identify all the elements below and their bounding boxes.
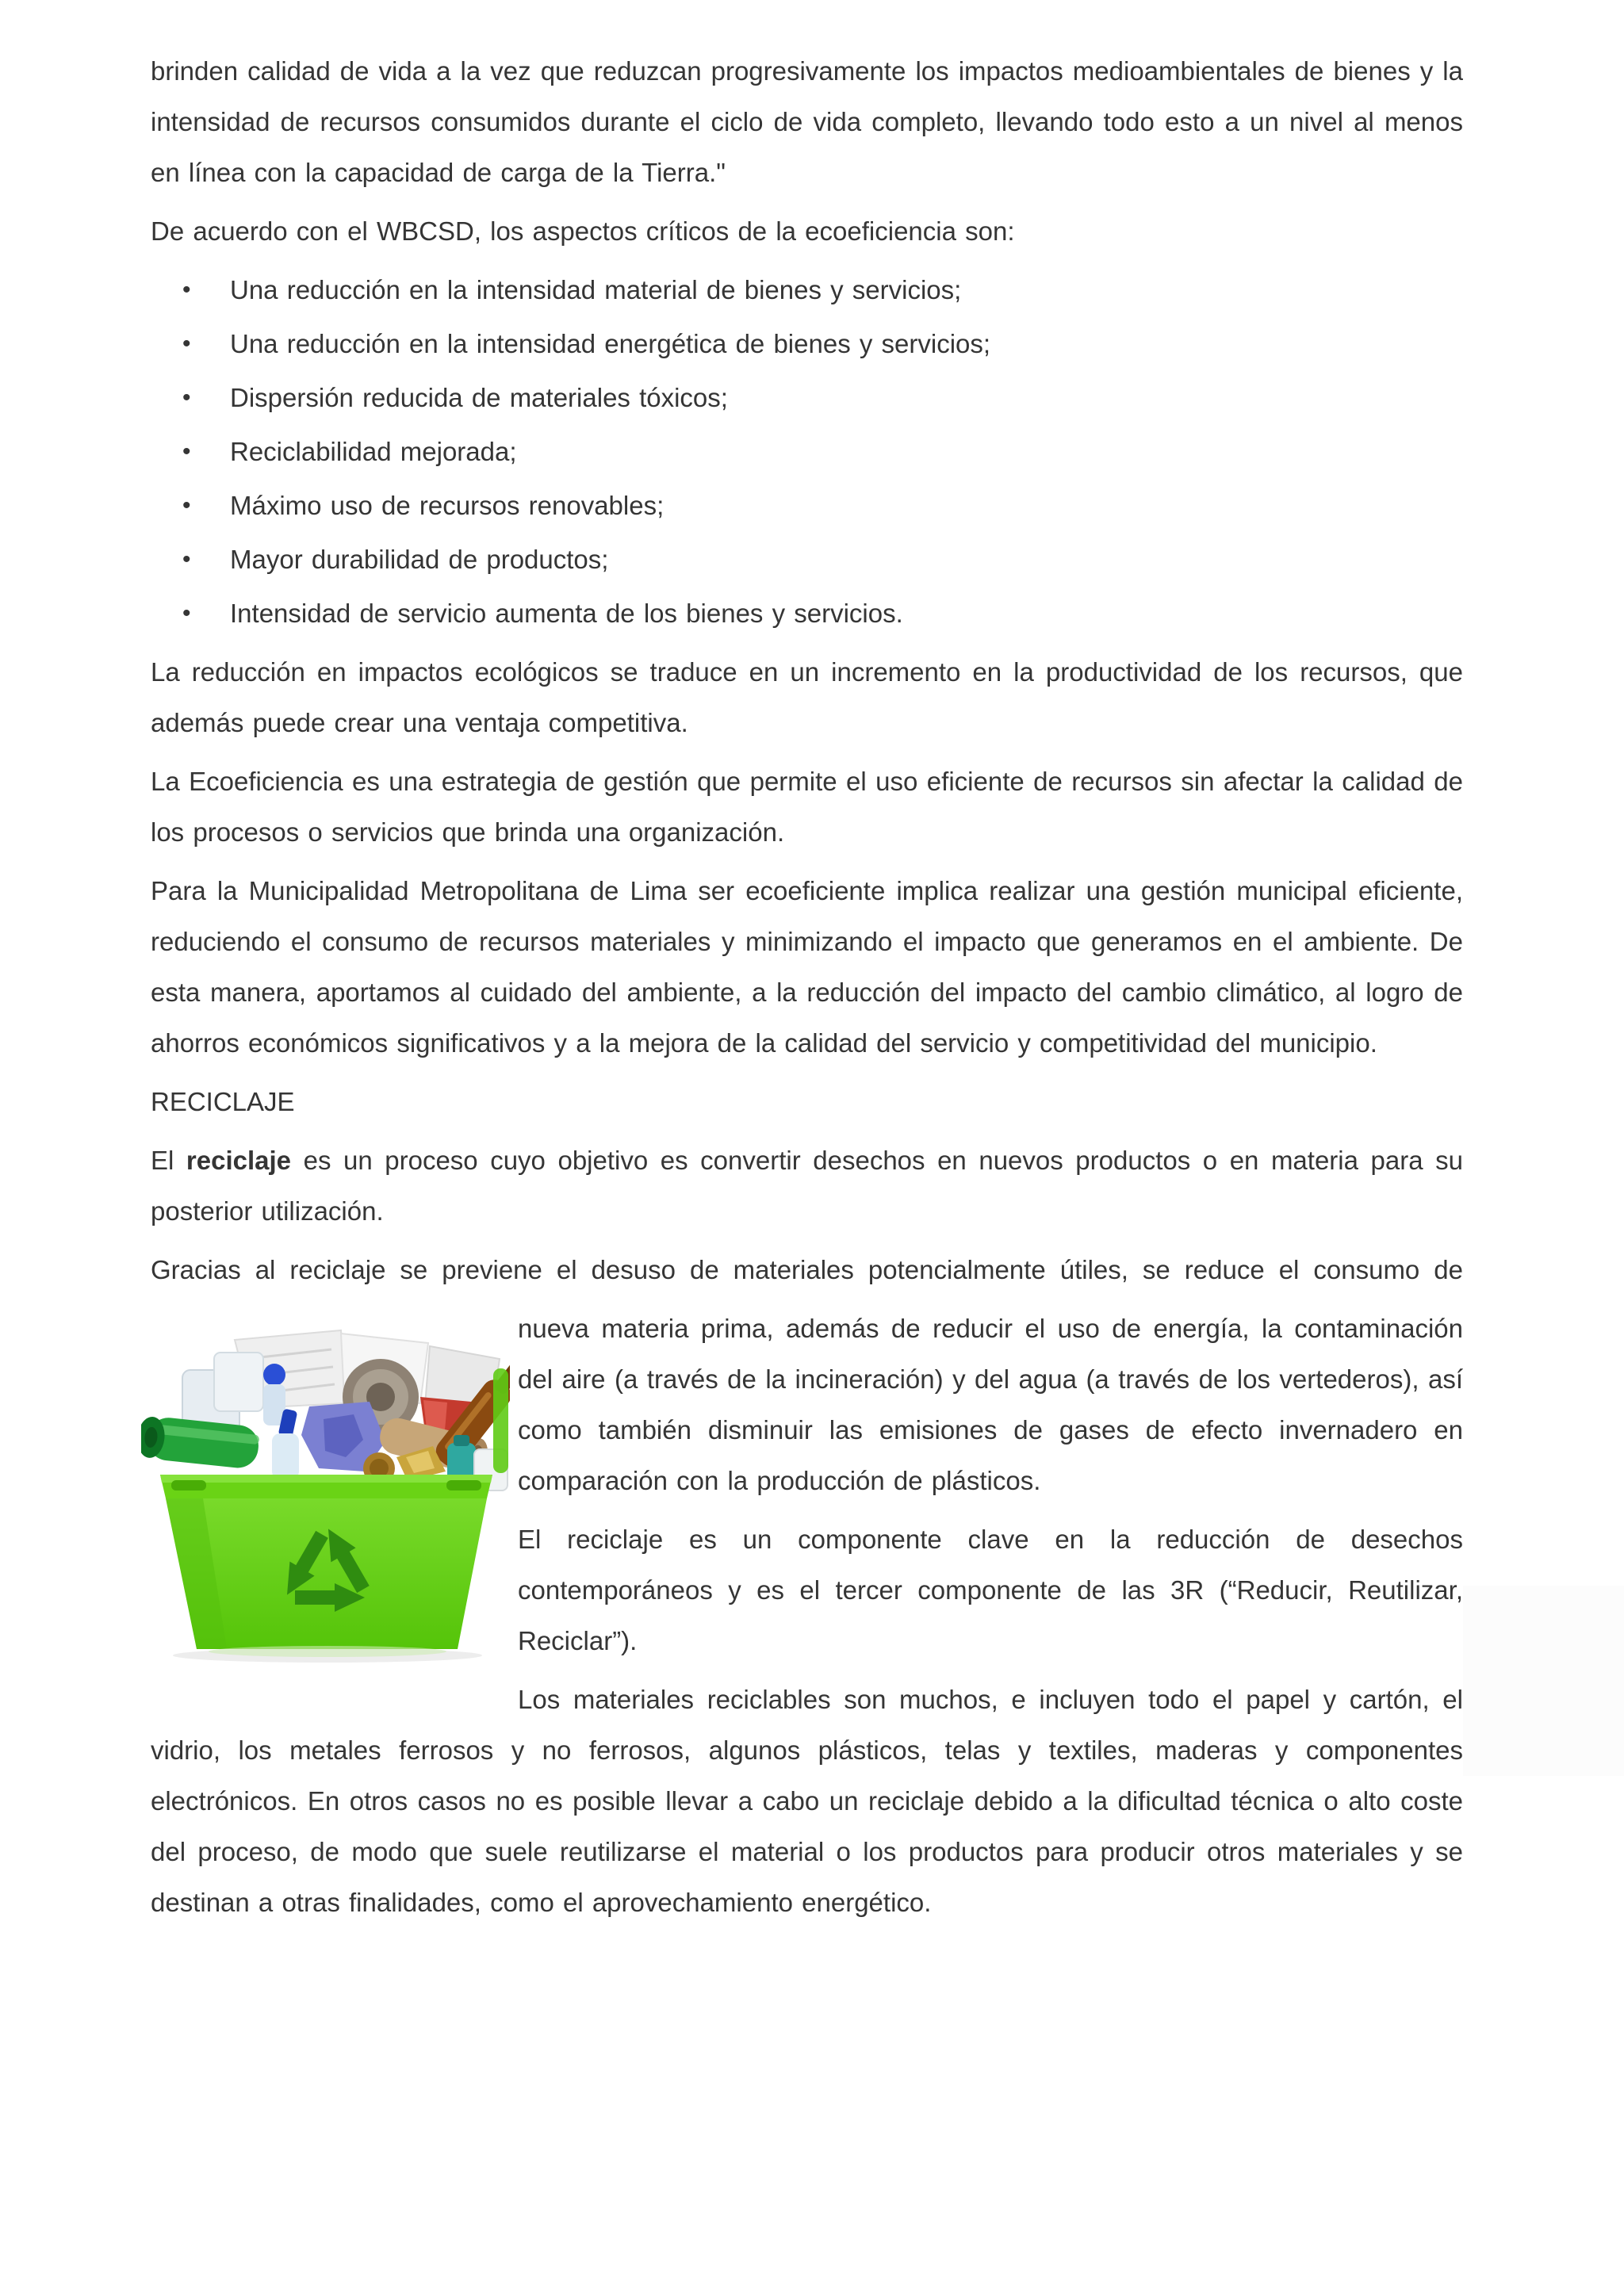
bullet-item: • Reciclabilidad mejorada; xyxy=(151,427,1463,477)
bullet-item: • Máximo uso de recursos renovables; xyxy=(151,480,1463,531)
paragraph-componente: El reciclaje es un componente clave en la reducción de desechos contemporáneos y es el tercer componente de las 3R (“Reducir, Reutilizar, Reciclar”). xyxy=(518,1525,1463,1655)
paragraph-wbcsd: De acuerdo con el WBCSD, los aspectos críticos de la ecoeficiencia son: xyxy=(151,216,1015,246)
paragraph-gracias-line1: Gracias al reciclaje se previene el desuso de materiales potencialmente útiles, se reduce el consumo de xyxy=(151,1255,1463,1284)
bullet-item: • Dispersión reducida de materiales tóxicos; xyxy=(151,373,1463,423)
green-bin xyxy=(160,1475,492,1657)
recycling-bin-illustration xyxy=(141,1324,510,1665)
paragraph-gracias-rest: nueva materia prima, además de reducir el uso de energía, la contaminación del aire (a través de la incineración) y del agua (a través de los vertederos), así como también disminuir las emisiones de gases de efecto invernadero en comparación con la producción de plásticos. xyxy=(518,1314,1463,1495)
recycling-bin-image xyxy=(141,1324,510,1665)
ecoefficiency-bullet-list xyxy=(151,265,1463,639)
green-edge-fragment xyxy=(493,1368,508,1473)
bullet-item: • Intensidad de servicio aumenta de los bienes y servicios. xyxy=(151,588,1463,639)
paragraph-municipalidad: Para la Municipalidad Metropolitana de Lima ser ecoeficiente implica realizar una gestión municipal eficiente, reduciendo el consumo de recursos materiales y minimizando el impacto que generamos en el ambiente. De esta manera, aportamos al cuidado del ambiente, a la reducción del impacto del cambio climático, al logro de ahorros económicos significativos y a la mejora de la calidad del servicio y competitividad del municipio. xyxy=(151,876,1463,1058)
faint-gray-band xyxy=(1463,1586,1624,1776)
paragraph-ecoeficiencia: La Ecoeficiencia es una estrategia de gestión que permite el uso eficiente de recursos sin afectar la calidad de los procesos o servicios que brinda una organización. xyxy=(151,767,1463,847)
paragraph-reduccion: La reducción en impactos ecológicos se traduce en un incremento en la productividad de los recursos, que además puede crear una ventaja competitiva. xyxy=(151,657,1463,737)
reciclaje-bold-word: reciclaje xyxy=(186,1146,292,1175)
paragraph-intro: brinden calidad de vida a la vez que reduzcan progresivamente los impactos medioambientales de bienes y la intensidad de recursos consumidos durante el ciclo de vida completo, llevando todo esto a un nivel al menos en línea con la capacidad de carga de la Tierra." xyxy=(151,56,1463,187)
section-heading-reciclaje: RECICLAJE xyxy=(151,1087,295,1116)
bullet-item: • Una reducción en la intensidad energética de bienes y servicios; xyxy=(151,319,1463,369)
paragraph-reciclaje-definicion xyxy=(151,1135,1463,1237)
reciclaje-prefix: El xyxy=(151,1146,186,1175)
bullet-item: • Mayor durabilidad de productos; xyxy=(151,534,1463,585)
paragraph-materiales: Los materiales reciclables son muchos, e incluyen todo el papel y cartón, el vidrio, los metales ferrosos y no ferrosos, algunos plásticos, telas y textiles, maderas y componentes electrónicos. En otros casos no es posible llevar a cabo un reciclaje debido a la dificultad técnica o alto coste del proceso, de modo que suele reutilizarse el material o los productos para producir otros materiales y se destinan a otras finalidades, como el aprovechamiento energético. xyxy=(151,1685,1463,1917)
reciclaje-rest: es un proceso cuyo objetivo es convertir desechos en nuevos productos o en materia para su posterior utilización. xyxy=(151,1146,1463,1226)
bullet-item: • Una reducción en la intensidad material de bienes y servicios; xyxy=(151,265,1463,316)
